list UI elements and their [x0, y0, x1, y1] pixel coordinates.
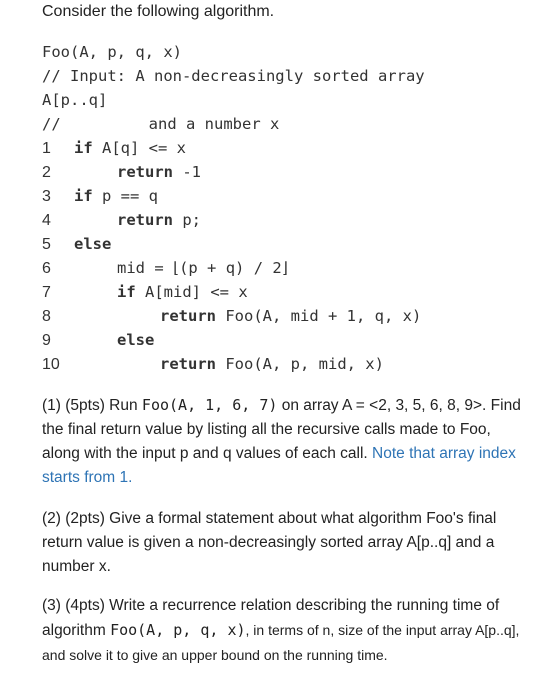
q1-text-a: (1) (5pts) Run — [42, 397, 142, 414]
code-line-1 — [42, 136, 425, 160]
line-number: 2 — [42, 164, 51, 181]
code-line-4 — [42, 208, 425, 232]
keyword: return — [160, 307, 216, 325]
keyword: if — [74, 139, 93, 157]
question-1 — [42, 393, 532, 490]
line-number: 4 — [42, 212, 51, 229]
q1-note: Note that array index starts from 1. — [42, 445, 516, 486]
code-text: A[mid] <= x — [135, 283, 248, 301]
keyword: else — [74, 235, 112, 253]
code-text: p == q — [92, 187, 158, 205]
code-text: Foo(A, p, mid, x) — [216, 355, 384, 373]
comment-text: and a number x — [148, 115, 280, 133]
keyword: return — [117, 163, 173, 181]
code-line-8 — [42, 304, 425, 328]
q1-call: Foo(A, 1, 6, 7) — [141, 396, 278, 414]
code-line-10 — [42, 352, 425, 376]
code-line-3 — [42, 184, 425, 208]
code-line-5 — [42, 232, 425, 256]
code-header: Foo(A, p, q, x) — [42, 43, 182, 61]
question-3 — [42, 594, 532, 668]
code-comment-1: // Input: A non-decreasingly sorted array — [42, 67, 425, 85]
floor-left: ⌊ — [173, 259, 180, 277]
line-number: 8 — [42, 308, 51, 325]
code-line-6 — [42, 256, 425, 280]
q3-text-b: , in terms of n, size of the input array A[p..q], and solve it to give an upper bound on the running time. — [42, 622, 520, 663]
line-number: 3 — [42, 188, 51, 205]
code-comment-2: A[p..q] — [42, 91, 108, 109]
code-comment-3 — [42, 112, 425, 136]
line-number: 6 — [42, 260, 51, 277]
line-number: 10 — [42, 356, 60, 373]
q1-text-b: on array A = <2, 3, 5, 6, 8, 9>. Find the final return value by listing all the recursive calls made to Foo, along with the input p and q values of each call. — [42, 397, 521, 462]
code-line-7 — [42, 280, 425, 304]
code-line-9 — [42, 328, 425, 352]
q3-text-a: (3) (4pts) Write a recurrence relation describing the running time of algorithm — [42, 597, 500, 639]
comment-slashes: // — [42, 115, 61, 133]
keyword: return — [117, 211, 173, 229]
code-text: A[q] <= x — [92, 139, 186, 157]
line-number: 9 — [42, 332, 51, 349]
code-text: mid = — [117, 259, 173, 277]
line-number: 5 — [42, 236, 51, 253]
code-text: p; — [173, 211, 201, 229]
code-text: (p + q) / 2 — [179, 259, 282, 277]
line-number: 7 — [42, 284, 51, 301]
floor-right: ⌋ — [281, 259, 288, 277]
algorithm-code — [42, 40, 425, 376]
keyword: if — [117, 283, 136, 301]
keyword: else — [117, 331, 155, 349]
intro-text: Consider the following algorithm. — [42, 3, 275, 20]
keyword: return — [160, 355, 216, 373]
keyword: if — [74, 187, 93, 205]
q3-call: Foo(A, p, q, x) — [110, 621, 246, 639]
question-2: (2) (2pts) Give a formal statement about what algorithm Foo's final return value is given a non-decreasingly sorted array A[p..q] and a number x. — [42, 510, 497, 575]
code-text: Foo(A, mid + 1, q, x) — [216, 307, 422, 325]
code-line-2 — [42, 160, 425, 184]
code-text: -1 — [173, 163, 201, 181]
line-number: 1 — [42, 140, 51, 157]
